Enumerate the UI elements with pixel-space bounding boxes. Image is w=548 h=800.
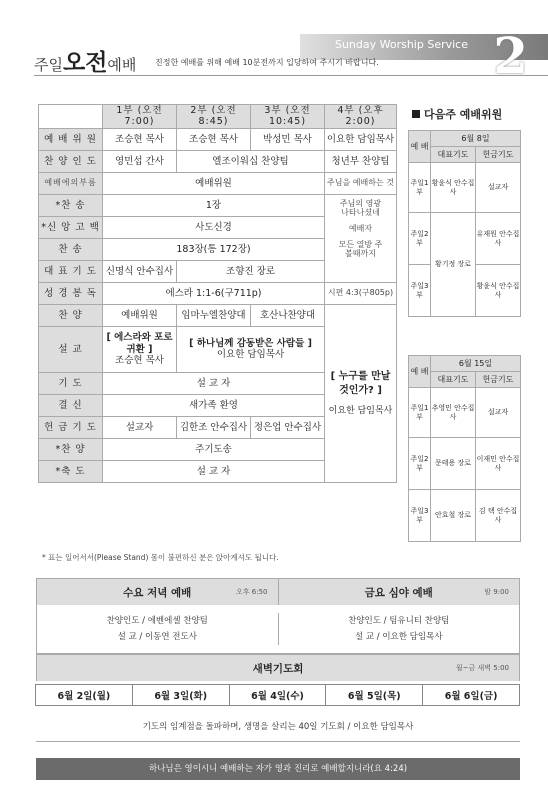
friday-time: 밤 9:00 (484, 588, 509, 596)
row-label: 찬 양 인 도 (39, 150, 103, 172)
friday-header (279, 579, 520, 605)
side-lyrics-cell (325, 194, 397, 282)
row-label: 찬 송 (39, 238, 103, 260)
sermon-title-4: [ 누구를 만날 것인가? ] (330, 370, 391, 396)
lyric-line: 나타나셨네 (341, 208, 380, 218)
page-header (0, 24, 548, 85)
row-label: 예 배 위 원 (39, 128, 103, 150)
next-week-title: 다음주 예배위원 (424, 108, 503, 121)
col-header: 대표기도 (431, 147, 476, 163)
sermon-side-cell (325, 304, 397, 482)
table-cell: 영민섭 간사 (103, 150, 177, 172)
table-cell: 설교자 (476, 388, 521, 438)
table-cell: 엘조이워십 찬양팀 (177, 150, 325, 172)
table-cell: 황기정 장로 (431, 213, 476, 317)
row-label: 설 교 (39, 326, 103, 372)
table-row (409, 356, 521, 372)
table-cell: 김 택 안수집사 (476, 490, 521, 542)
service-name: 주일3부 (409, 490, 431, 542)
friday-leader: 찬양인도 / 팀유니티 찬양팀 (348, 616, 450, 626)
table-cell: 설 교 자 (103, 460, 325, 482)
footer-verse: 하나님은 영이시니 예배하는 자가 영과 진리로 예배할지니라(요 4:24) (36, 758, 520, 780)
wednesday-leader: 찬양인도 / 에벤에셀 찬양팀 (106, 616, 208, 626)
sermon-preacher-2: 이요한 담임목사 (216, 349, 285, 361)
dawn-prayer-block (36, 654, 520, 681)
table-row (409, 213, 521, 265)
table-cell: 조승현 목사 (177, 128, 251, 150)
day-cell: 6월 2일(월) (35, 684, 133, 706)
table-cell: 호산나찬양대 (251, 304, 325, 326)
dawn-description: 기도의 임계점을 돌파하며, 생명을 살리는 40일 기도회 / 이요한 담임목사 (36, 712, 520, 742)
corner-cell (39, 105, 103, 129)
table-row (39, 128, 397, 150)
header-english-title: Sunday Worship Service (334, 38, 468, 51)
table-row (409, 388, 521, 438)
date-cell: 6월 15일 (431, 356, 521, 372)
table-cell: 조승현 목사 (103, 128, 177, 150)
row-label: 찬 양 (39, 304, 103, 326)
row-label: *축 도 (39, 460, 103, 482)
table-cell: 정은업 안수집사 (251, 416, 325, 438)
service-name: 주일1부 (409, 388, 431, 438)
table-cell: 청년부 찬양팀 (325, 150, 397, 172)
title-suffix: 예배 (107, 56, 137, 74)
day-cell: 6월 4일(수) (229, 684, 327, 706)
title-main: 오전 (62, 50, 108, 76)
table-cell: 예배위원 (103, 304, 177, 326)
table-cell: 이재민 안수집사 (476, 438, 521, 490)
friday-title: 금요 심야 예배 (364, 586, 433, 599)
table-cell: 김한조 안수집사 (177, 416, 251, 438)
table-cell: 황윤식 안수집사 (476, 265, 521, 317)
row-label: 결 신 (39, 394, 103, 416)
lyric-line: 주님의 영광 (339, 198, 382, 208)
col-header: 헌금기도 (476, 147, 521, 163)
table-cell: 이요한 담임목사 (325, 128, 397, 150)
table-cell: 안효철 장로 (431, 490, 476, 542)
service-name: 주일2부 (409, 213, 431, 265)
wednesday-time: 오후 6:50 (236, 588, 268, 596)
wednesday-header (37, 579, 279, 605)
table-cell: 유재원 안수집사 (476, 213, 521, 265)
page-number: 2 (493, 26, 528, 85)
header-subtitle: 진정한 예배를 위해 예배 10분전까지 입당하여 주시기 바랍니다. (155, 58, 379, 67)
dawn-title: 새벽기도회 (252, 662, 304, 675)
table-cell: 임마누엘찬양대 (177, 304, 251, 326)
dawn-header (37, 655, 519, 681)
table-cell: 주님을 예배하는 것 (325, 172, 397, 194)
service-4-header: 4부 (오후 2:00) (325, 105, 397, 129)
square-bullet-icon (412, 110, 420, 118)
friday-preacher: 설 교 / 이요한 담임목사 (354, 632, 443, 643)
standing-note: * 표는 일어서서(Please Stand) 몸이 불편하신 분은 앉아계셔도 됩니다. (42, 553, 279, 562)
table-cell: 에스라 1:1-6(구711p) (103, 282, 325, 304)
service-head: 예 배 (409, 356, 431, 388)
day-cell: 6월 3일(화) (132, 684, 230, 706)
row-label: *찬 송 (39, 194, 103, 216)
lyric-line: 예배자 (348, 223, 373, 233)
table-cell: 설교자 (103, 416, 177, 438)
evening-header (37, 579, 519, 605)
table-cell: 황윤식 안수집사 (431, 163, 476, 213)
next-week-table-2 (408, 355, 521, 542)
lyric-line: 모든 열방 주 (338, 239, 383, 249)
table-cell: 추영민 안수집사 (431, 388, 476, 438)
sermon-preacher-1: 조승현 목사 (115, 354, 164, 366)
table-cell: 설교자 (476, 163, 521, 213)
service-head: 예 배 (409, 131, 431, 163)
service-1-header: 1부 (오전 7:00) (103, 105, 177, 129)
table-cell: 예배위원 (103, 172, 325, 194)
table-cell: 조향진 장로 (177, 260, 325, 282)
next-week-table-1 (408, 130, 521, 317)
row-label: 예배에의부름 (39, 172, 103, 194)
worship-order-table (38, 104, 397, 483)
row-label: 헌 금 기 도 (39, 416, 103, 438)
table-cell: 새가족 환영 (103, 394, 325, 416)
table-row (409, 131, 521, 147)
evening-body (37, 605, 519, 653)
table-row (39, 282, 397, 304)
page-title (34, 44, 136, 77)
row-label: *신 앙 고 백 (39, 216, 103, 238)
table-header-row (39, 105, 397, 129)
wednesday-title: 수요 저녁 예배 (123, 586, 192, 599)
table-cell: 1장 (103, 194, 325, 216)
day-cell: 6월 6일(금) (422, 684, 520, 706)
sermon-cell-2 (177, 326, 325, 372)
col-header: 헌금기도 (476, 372, 521, 388)
table-cell: 사도신경 (103, 216, 325, 238)
row-label: *찬 양 (39, 438, 103, 460)
table-row (39, 304, 397, 326)
evening-services-block (36, 578, 520, 654)
service-name: 주일3부 (409, 265, 431, 317)
sermon-preacher-4: 이요한 담임목사 (328, 405, 393, 416)
dawn-days-row (36, 684, 520, 706)
sermon-title-2: [ 하나님께 감동받은 사람들 ] (189, 337, 312, 349)
sermon-title-1: [ 에스라와 포로귀환 ] (106, 332, 173, 355)
lyric-line: 볼때까지 (345, 249, 376, 259)
wednesday-preacher: 설 교 / 이동연 전도사 (117, 632, 197, 643)
dawn-title-cell (37, 655, 519, 681)
row-label: 성 경 봉 독 (39, 282, 103, 304)
row-label: 대 표 기 도 (39, 260, 103, 282)
table-cell: 문태용 장로 (431, 438, 476, 490)
table-row (39, 150, 397, 172)
dawn-time: 월~금 새벽 5:00 (455, 664, 509, 672)
table-cell: 박성민 목사 (251, 128, 325, 150)
service-name: 주일2부 (409, 438, 431, 490)
service-2-header: 2부 (오전 8:45) (177, 105, 251, 129)
title-prefix: 주일 (34, 56, 63, 74)
table-cell: 신명식 안수집사 (103, 260, 177, 282)
service-name: 주일1부 (409, 163, 431, 213)
table-cell: 시편 4:3(구805p) (325, 282, 397, 304)
row-label: 기 도 (39, 372, 103, 394)
day-cell: 6월 5일(목) (325, 684, 423, 706)
wednesday-details (37, 613, 279, 645)
table-cell: 주기도송 (103, 438, 325, 460)
table-row (409, 438, 521, 490)
table-row (39, 172, 397, 194)
table-cell: 183장(통 172장) (103, 238, 325, 260)
table-cell: 설 교 자 (103, 372, 325, 394)
header-divider (34, 75, 548, 76)
friday-details (279, 613, 520, 645)
table-row (409, 163, 521, 213)
sermon-cell-1 (103, 326, 177, 372)
service-3-header: 3부 (오전 10:45) (251, 105, 325, 129)
next-week-heading (412, 106, 502, 122)
table-row (39, 194, 397, 216)
col-header: 대표기도 (431, 372, 476, 388)
date-cell: 6월 8일 (431, 131, 521, 147)
table-row (409, 490, 521, 542)
